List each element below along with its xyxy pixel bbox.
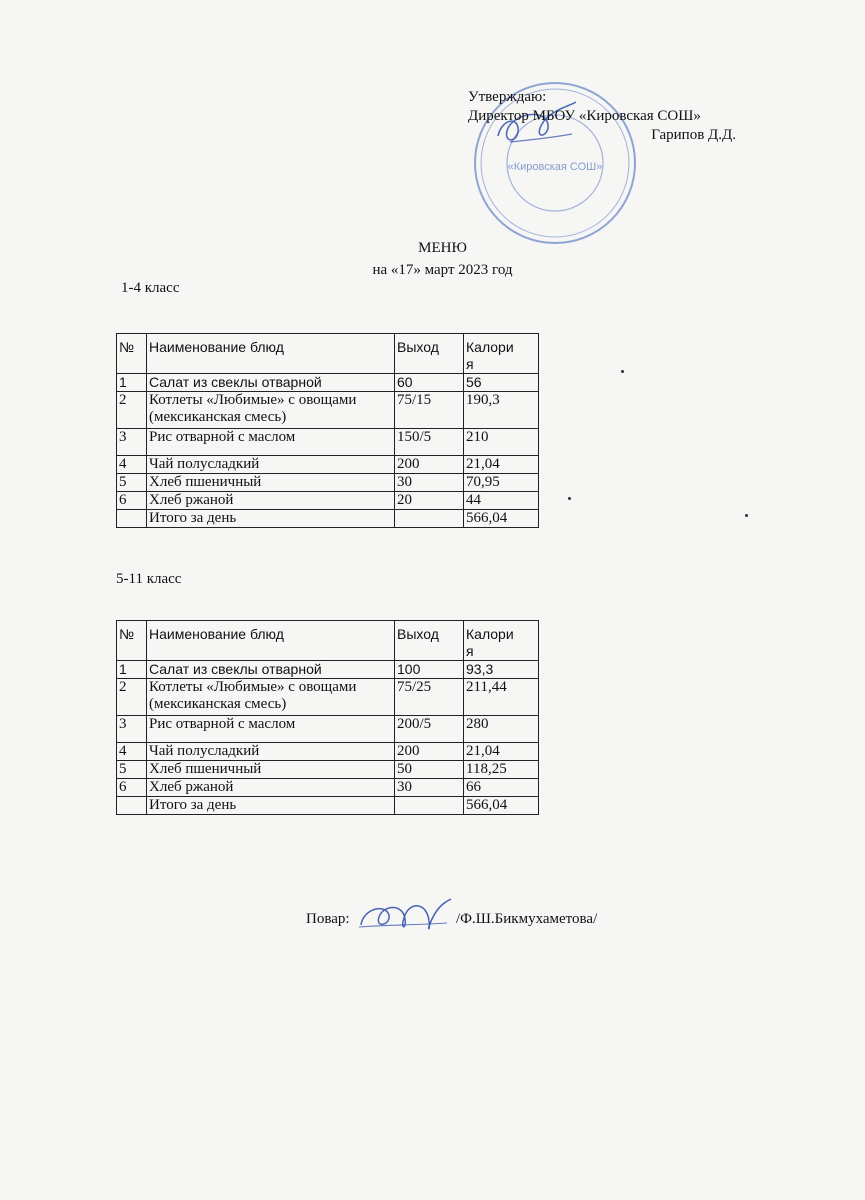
row-num: 5: [117, 761, 147, 779]
row-num: 2: [117, 679, 147, 716]
row-calories: 211,44: [464, 679, 539, 716]
cook-signature: [355, 895, 455, 940]
row-calories: 21,04: [464, 743, 539, 761]
row-calories: 56: [464, 374, 539, 392]
row-name: Котлеты «Любимые» с овощами (мексиканская смесь): [147, 679, 395, 716]
row-output: 50: [395, 761, 464, 779]
header-num: №: [117, 334, 147, 374]
row-calories: 66: [464, 779, 539, 797]
row-output: 200: [395, 743, 464, 761]
row-calories: 70,95: [464, 474, 539, 492]
row-output: 100: [395, 661, 464, 679]
row-name: Хлеб ржаной: [147, 779, 395, 797]
row-name: Чай полусладкий: [147, 743, 395, 761]
row-name: Рис отварной с маслом: [147, 716, 395, 743]
class-label-2: 5-11 класс: [116, 571, 182, 587]
row-name: Салат из свеклы отварной: [147, 374, 395, 392]
table-row: [117, 661, 539, 679]
row-output: 75/15: [395, 392, 464, 429]
row-output: 60: [395, 374, 464, 392]
table-row: [117, 374, 539, 392]
menu-table-2: [116, 620, 539, 815]
table-total-row: [117, 510, 539, 528]
header-name: Наименование блюд: [147, 334, 395, 374]
row-num: 6: [117, 492, 147, 510]
class-label-1: 1-4 класс: [121, 280, 180, 296]
row-num: 4: [117, 743, 147, 761]
cook-name: /Ф.Ш.Бикмухаметова/: [456, 911, 598, 927]
table-total-row: [117, 797, 539, 815]
row-num: 1: [117, 374, 147, 392]
table-row: [117, 392, 539, 429]
menu-table-1: [116, 333, 539, 528]
row-num: [117, 510, 147, 528]
table-row: [117, 492, 539, 510]
row-name: Чай полусладкий: [147, 456, 395, 474]
row-name: Рис отварной с маслом: [147, 429, 395, 456]
scan-speck: [568, 497, 571, 500]
header-calories: Калори я: [464, 621, 539, 661]
cook-label: Повар:: [306, 911, 350, 927]
total-label: Итого за день: [147, 510, 395, 528]
row-calories: 118,25: [464, 761, 539, 779]
table-row: [117, 474, 539, 492]
row-name: Хлеб пшеничный: [147, 761, 395, 779]
header-output: Выход: [395, 621, 464, 661]
row-output: [395, 510, 464, 528]
table-row: [117, 429, 539, 456]
table-row: [117, 761, 539, 779]
row-name: Салат из свеклы отварной: [147, 661, 395, 679]
header-output: Выход: [395, 334, 464, 374]
total-label: Итого за день: [147, 797, 395, 815]
page-title: МЕНЮ: [418, 240, 467, 256]
table-header: [117, 621, 539, 661]
row-num: 5: [117, 474, 147, 492]
row-calories: 210: [464, 429, 539, 456]
approval-heading: Утверждаю:: [468, 89, 547, 105]
scan-speck: [745, 514, 748, 517]
row-name: Котлеты «Любимые» с овощами (мексиканская смесь): [147, 392, 395, 429]
row-calories: 280: [464, 716, 539, 743]
header-name: Наименование блюд: [147, 621, 395, 661]
row-num: 1: [117, 661, 147, 679]
table-row: [117, 456, 539, 474]
total-value: 566,04: [464, 797, 539, 815]
svg-text:«Кировская СОШ»: «Кировская СОШ»: [507, 161, 603, 173]
approval-director-name: Гарипов Д.Д.: [651, 127, 736, 143]
header-calories: Калори я: [464, 334, 539, 374]
scan-speck: [621, 370, 624, 373]
row-output: [395, 797, 464, 815]
table-row: [117, 679, 539, 716]
approval-position: Директор МБОУ «Кировская СОШ»: [468, 108, 701, 124]
row-output: 30: [395, 779, 464, 797]
table-row: [117, 716, 539, 743]
row-output: 150/5: [395, 429, 464, 456]
total-value: 566,04: [464, 510, 539, 528]
row-calories: 44: [464, 492, 539, 510]
row-output: 20: [395, 492, 464, 510]
row-output: 75/25: [395, 679, 464, 716]
row-num: 3: [117, 429, 147, 456]
row-calories: 21,04: [464, 456, 539, 474]
row-num: 3: [117, 716, 147, 743]
table-header: [117, 334, 539, 374]
row-calories: 190,3: [464, 392, 539, 429]
row-name: Хлеб пшеничный: [147, 474, 395, 492]
row-calories: 93,3: [464, 661, 539, 679]
page-subtitle: на «17» март 2023 год: [372, 262, 513, 278]
approval-block: [468, 88, 748, 145]
header-num: №: [117, 621, 147, 661]
row-output: 200/5: [395, 716, 464, 743]
table-row: [117, 743, 539, 761]
row-name: Хлеб ржаной: [147, 492, 395, 510]
row-output: 200: [395, 456, 464, 474]
table-row: [117, 779, 539, 797]
row-num: [117, 797, 147, 815]
row-num: 6: [117, 779, 147, 797]
row-num: 4: [117, 456, 147, 474]
row-output: 30: [395, 474, 464, 492]
row-num: 2: [117, 392, 147, 429]
